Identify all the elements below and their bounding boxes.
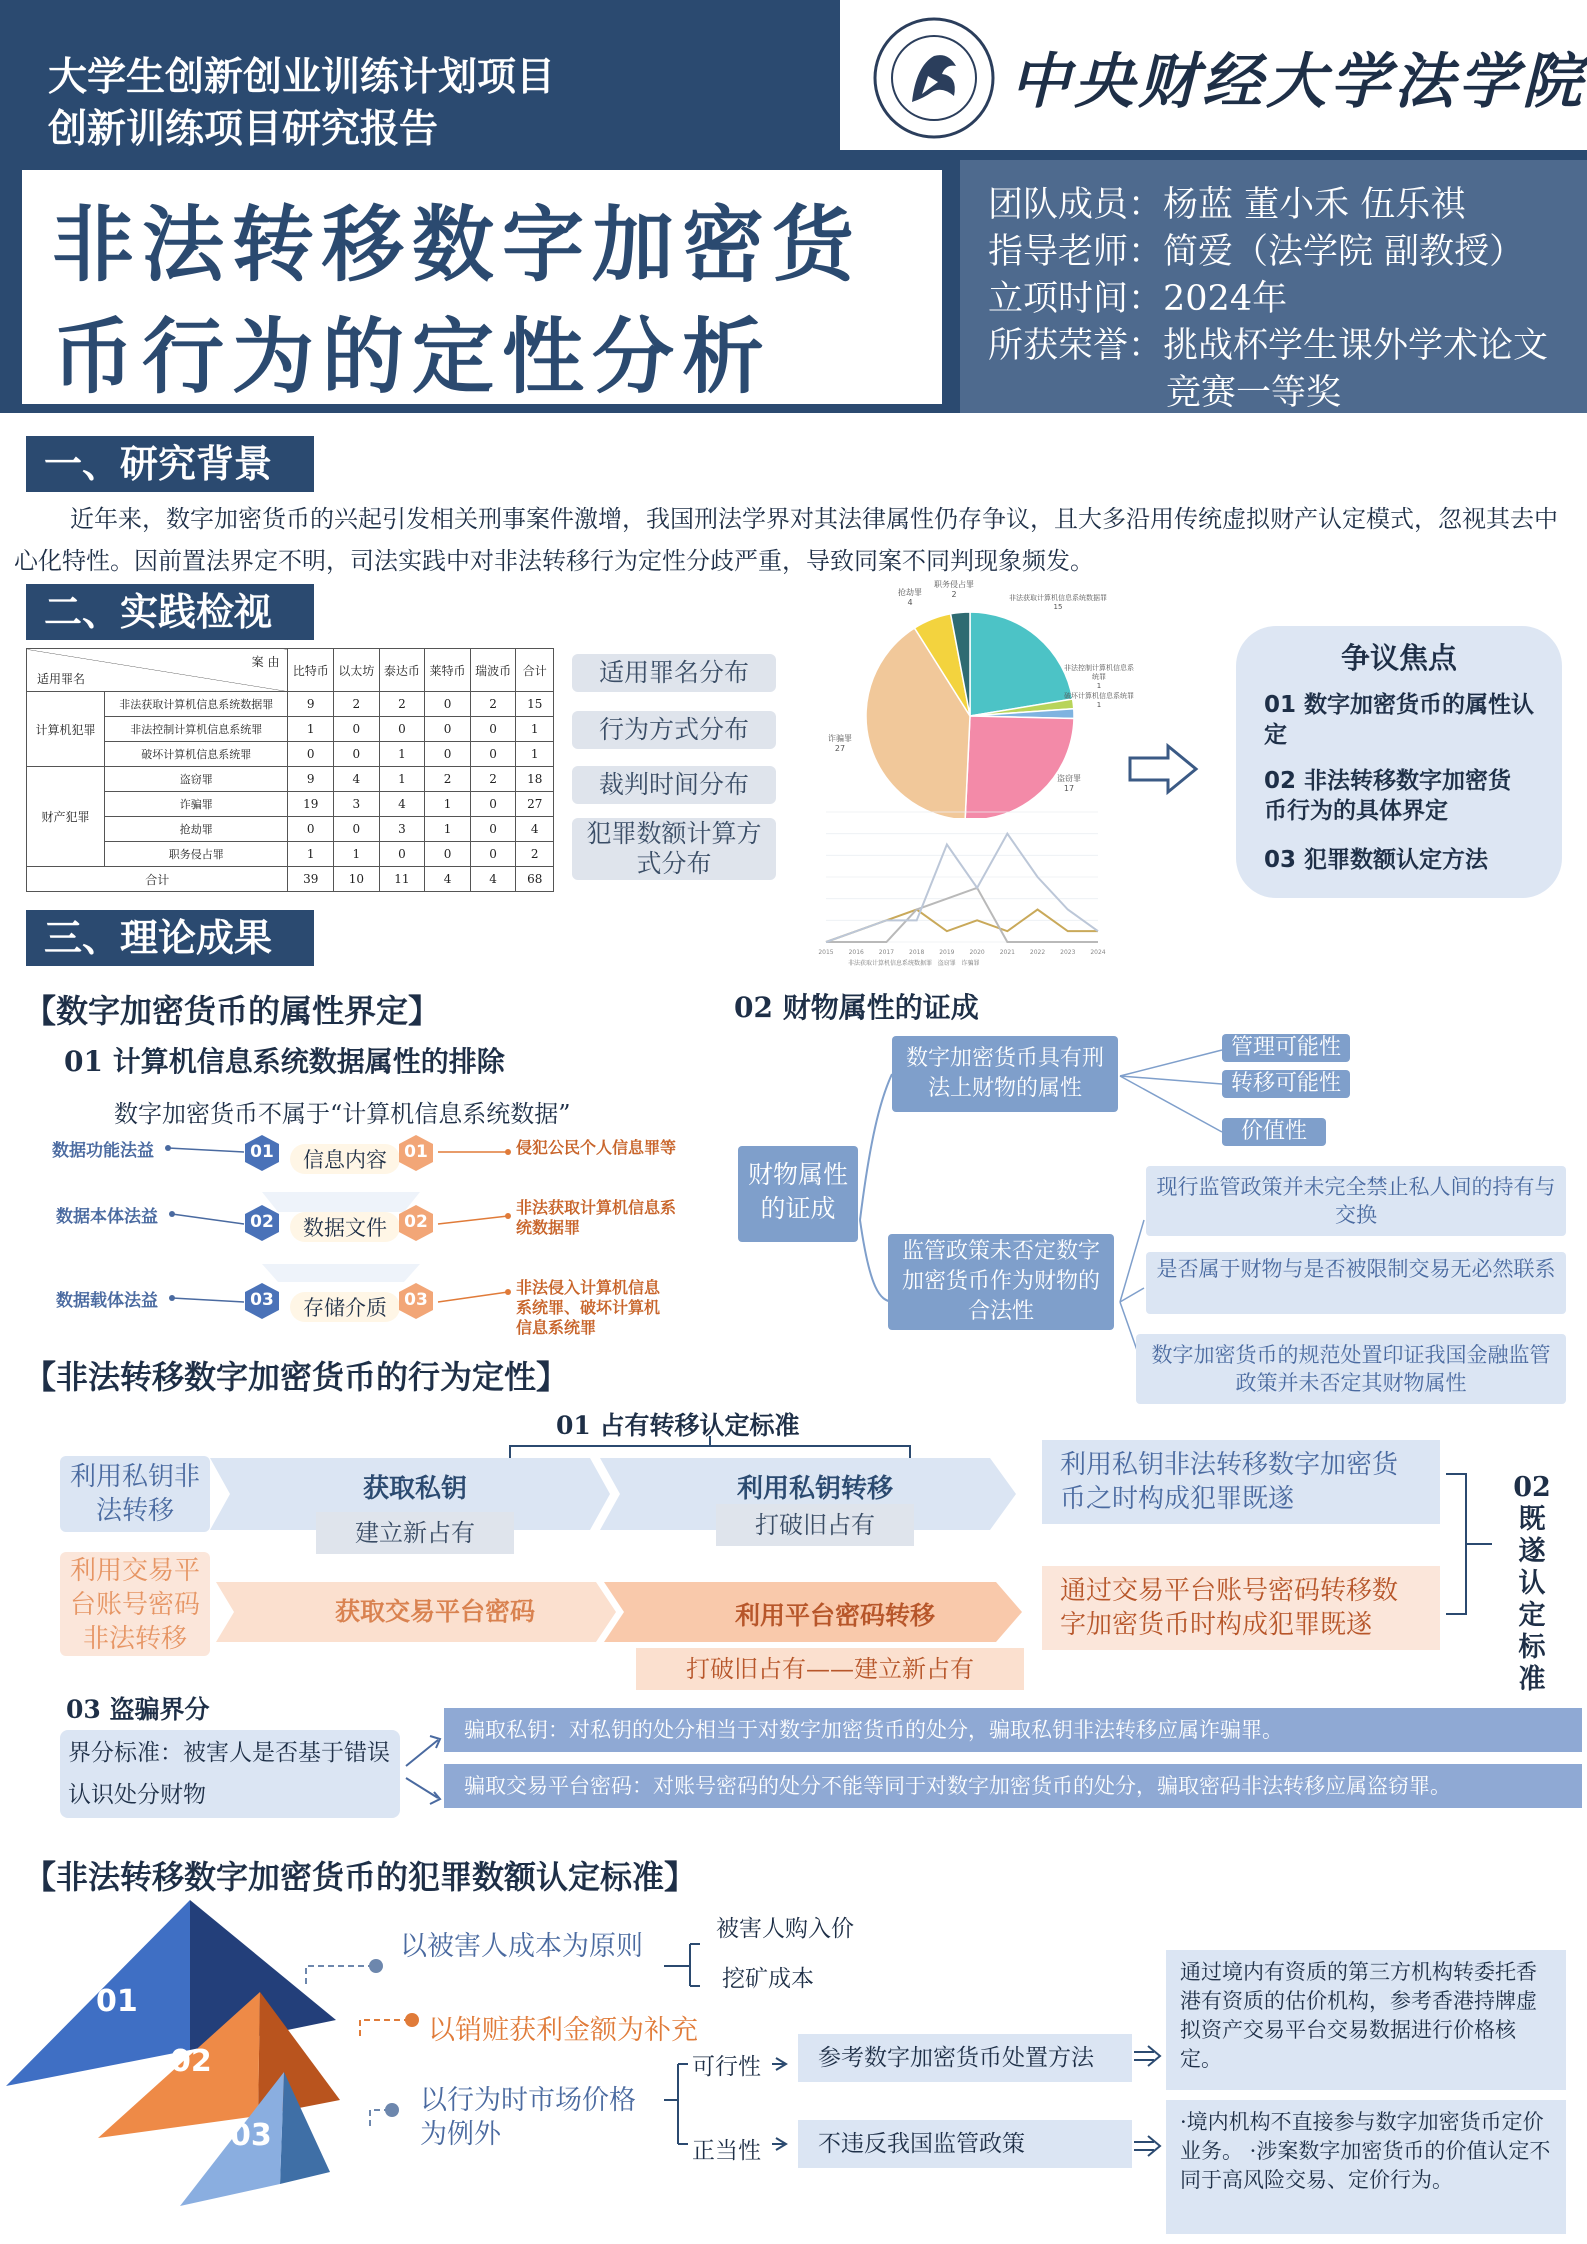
series-line <box>826 910 1098 943</box>
pie-label-robbery: 抢劫罪 4 <box>898 588 922 607</box>
mindmap-leaf-policy-2: 是否属于财物与是否被限制交易无必然联系 <box>1146 1252 1566 1314</box>
attr-num-blue-3: 03 <box>250 1290 274 1310</box>
section1-body: 近年来，数字加密货币的兴起引发相关刑事案件激增，我国刑法学界对其法律属性仍存争议，且大多沿用传统虚拟财产认定模式，忽视其去中心化特性。因前置法界定不明，司法实践中对非法转移行为定性分歧严重，导致同案不同判现象频发。 <box>14 505 1558 575</box>
pyramid-num-03: 03 <box>230 2118 272 2153</box>
x-tick-label: 2023 <box>1060 949 1076 956</box>
attr-center-2: 数据文件 <box>290 1212 400 1242</box>
attr-num-orange-2: 02 <box>404 1212 428 1232</box>
series-line <box>826 888 1098 942</box>
amount-p1: 以被害人成本为原则 <box>400 1931 643 1962</box>
attr-num-orange-1: 01 <box>404 1142 428 1162</box>
row1-label: 利用私钥非法转移 <box>60 1456 210 1532</box>
mindmap-branch-1: 数字加密货币具有刑法上财物的属性 <box>892 1036 1118 1112</box>
tag-amount-distribution: 犯罪数额计算方式分布 <box>572 818 776 880</box>
dispute-title: 争议焦点 <box>1340 641 1457 675</box>
row2-sub: 打破旧占有——建立新占有 <box>636 1648 1024 1690</box>
mindmap-branch-2: 监管政策未否定数字加密货币作为财物的合法性 <box>888 1234 1114 1330</box>
col-btc: 比特币 <box>288 649 334 692</box>
row1-sub2: 打破旧占有 <box>716 1504 914 1546</box>
attr-num-orange-3: 03 <box>404 1290 428 1310</box>
x-tick-label: 2016 <box>848 949 864 956</box>
col-usdt: 泰达币 <box>379 649 425 692</box>
row1-sub1: 建立新占有 <box>316 1512 514 1554</box>
mindmap-leaf-policy-1: 现行监管政策并未完全禁止私人间的持有与交换 <box>1146 1166 1566 1236</box>
info-honor: 所获荣誉：挑战杯学生课外学术论文 <box>988 326 1549 366</box>
attr-caption: 数字加密货币不属于“计算机信息系统数据” <box>114 1100 571 1128</box>
attr-row-2-right: 非法获取计算机信息系统数据罪 <box>516 1198 677 1237</box>
attr-row-1-right: 侵犯公民个人信息罪等 <box>516 1138 677 1157</box>
legend-item: 盗窃罪 <box>937 960 956 967</box>
col-eth: 以太坊 <box>334 649 380 692</box>
mindmap-leaf-policy-3: 数字加密货币的规范处置印证我国金融监管政策并未否定其财物属性 <box>1136 1334 1566 1404</box>
table-row: 非法控制计算机信息系统罪 1 0 0 0 0 1 <box>27 717 554 742</box>
row1-step1: 获取私钥 <box>362 1474 467 1504</box>
mindmap-leaf-manage: 管理可能性 <box>1222 1034 1350 1062</box>
note-1: 通过境内有资质的第三方机构转委托香港有资质的估价机构，参考香港持牌虚拟资产交易平台交易数据进行价格核定。 <box>1166 1950 1566 2090</box>
col-total: 合计 <box>516 649 554 692</box>
university-seal-icon <box>872 16 996 140</box>
amount-p3: 以行为时市场价格为例外 <box>420 2085 636 2150</box>
table-corner: 案 由 适用罪名 <box>27 649 288 692</box>
fraud-2: 骗取交易平台密码：对账号密码的处分不能等同于对数字加密货币的处分，骗取密码非法转移应属盗窃罪。 <box>444 1764 1582 1808</box>
tag-behavior-distribution: 行为方式分布 <box>572 711 776 749</box>
x-tick-label: 2019 <box>939 949 955 956</box>
attr-row-1-left: 数据功能法益 <box>52 1141 154 1161</box>
col-ltc: 莱特币 <box>425 649 471 692</box>
x-tick-label: 2015 <box>818 949 834 956</box>
attr-num-blue-2: 02 <box>250 1212 274 1232</box>
justness-box: 不违反我国监管政策 <box>798 2120 1132 2168</box>
x-tick-label: 2021 <box>999 949 1015 956</box>
distinct-standard: 界分标准：被害人是否基于错误认识处分财物 <box>60 1730 400 1818</box>
table-row: 抢劫罪 0 0 3 1 0 4 <box>27 817 554 842</box>
act-std01: 01 占有转移认定标准 <box>556 1411 800 1440</box>
pie-label-embezzle: 职务侵占罪 2 <box>934 580 974 599</box>
info-advisor: 指导老师：简爱（法学院 副教授） <box>988 232 1525 272</box>
act-std03: 03 盗骗界分 <box>66 1695 210 1724</box>
attr-title: 【数字加密货币的属性界定】 <box>24 992 441 1030</box>
mindmap-root: 财物属性的证成 <box>738 1146 858 1242</box>
pie-label-destroy: 破坏计算机信息系统罪 1 <box>1064 692 1134 709</box>
info-members: 团队成员：杨蓝 董小禾 伍乐祺 <box>988 185 1466 225</box>
attr-row-3-left: 数据载体法益 <box>56 1291 158 1311</box>
section2-title: 二、实践检视 <box>26 584 314 640</box>
amount-p1-item1: 被害人购入价 <box>716 1916 854 1942</box>
program-line2: 创新训练项目研究报告 <box>48 106 439 152</box>
col-xrp: 瑞波币 <box>470 649 516 692</box>
feasibility-label: 可行性 <box>692 2054 761 2080</box>
table-row: 诈骗罪 19 3 4 1 0 27 <box>27 792 554 817</box>
dispute-item-2: 02 非法转移数字加密货币行为的具体界定 <box>1264 768 1512 824</box>
legend-item: 非法获取计算机信息系统数据罪 <box>848 960 933 967</box>
dispute-item-3: 03 犯罪数额认定方法 <box>1264 847 1489 873</box>
row2-step1: 获取交易平台密码 <box>334 1597 535 1626</box>
feasibility-box: 参考数字加密货币处置方法 <box>798 2034 1132 2082</box>
info-block <box>988 182 1548 417</box>
section1-title: 一、研究背景 <box>26 436 314 492</box>
line-legend <box>848 958 980 967</box>
attr-center-3: 存储介质 <box>290 1292 400 1322</box>
row2-label: 利用交易平台账号密码非法转移 <box>60 1552 210 1656</box>
pie-label-fraud: 诈骗罪 27 <box>828 734 852 753</box>
section3-title: 三、理论成果 <box>26 910 314 966</box>
attr-num-blue-1: 01 <box>250 1142 274 1162</box>
dispute-item-1: 01 数字加密货币的属性认定 <box>1264 692 1535 748</box>
right-arrow-icon <box>1128 742 1200 796</box>
x-tick-label: 2018 <box>909 949 925 956</box>
pie-label-data: 非法获取计算机信息系统数据罪 15 <box>1009 594 1107 611</box>
attr-sub02: 02 财物属性的证成 <box>734 991 979 1024</box>
pie-label-control: 非法控制计算机信息系统罪 1 <box>1064 664 1134 690</box>
attr-center-1: 信息内容 <box>290 1144 400 1174</box>
act-title: 【非法转移数字加密货币的行为定性】 <box>24 1358 569 1396</box>
amount-title: 【非法转移数字加密货币的犯罪数额认定标准】 <box>24 1858 697 1896</box>
tag-time-distribution: 裁判时间分布 <box>572 766 776 804</box>
justness-label: 正当性 <box>692 2138 761 2164</box>
amount-p1-item2: 挖矿成本 <box>722 1966 814 1992</box>
legend-item: 诈骗罪 <box>961 960 980 967</box>
x-tick-label: 2020 <box>969 949 985 956</box>
attr-row-3-right: 非法侵入计算机信息系统罪、破坏计算机信息系统罪 <box>516 1278 661 1337</box>
note-2: ·境内机构不直接参与数字加密货币定价业务。 ·涉案数字加密货币的价值认定不同于高风险交易、定价行为。 <box>1166 2100 1566 2234</box>
amount-p2: 以销赃获利金额为补充 <box>428 2015 698 2046</box>
attr-sub01: 01 计算机信息系统数据属性的排除 <box>64 1045 505 1078</box>
program-line1: 大学生创新创业训练计划项目 <box>48 54 556 100</box>
title-line2: 币行为的定性分析 <box>52 309 773 405</box>
pie-slice <box>970 612 1073 716</box>
tag-crime-distribution: 适用罪名分布 <box>572 654 776 692</box>
row2-step2: 利用平台密码转移 <box>734 1601 935 1630</box>
info-honor-2: 竞赛一等奖 <box>1166 373 1342 413</box>
table-row: 破坏计算机信息系统罪 0 0 1 0 0 1 <box>27 742 554 767</box>
act-std02: 02 既遂认定标准 <box>1513 1472 1551 1695</box>
pyramid-num-01: 01 <box>96 1984 138 2019</box>
pie-chart <box>820 580 1140 818</box>
line-chart <box>808 804 1108 968</box>
pie-label-theft: 盗窃罪 17 <box>1057 774 1081 793</box>
mindmap-leaf-transfer: 转移可能性 <box>1222 1070 1350 1098</box>
table-row: 计算机犯罪 非法获取计算机信息系统数据罪 9 2 2 0 2 15 <box>27 692 554 717</box>
row1-step2: 利用私钥转移 <box>736 1474 893 1504</box>
row2-result: 通过交易平台账号密码转移数字加密货币时构成犯罪既遂 <box>1042 1566 1440 1650</box>
mindmap-leaf-value: 价值性 <box>1222 1118 1326 1146</box>
fraud-1: 骗取私钥：对私钥的处分相当于对数字加密货币的处分，骗取私钥非法转移应属诈骗罪。 <box>444 1708 1582 1752</box>
std02-bracket <box>1446 1470 1506 1630</box>
table-row: 财产犯罪 盗窃罪 9 4 1 2 2 18 <box>27 767 554 792</box>
table-row: 职务侵占罪 1 1 0 0 0 2 <box>27 842 554 867</box>
school-name: 中央财经大学法学院 <box>1010 47 1586 117</box>
x-tick-label: 2017 <box>878 949 895 956</box>
title-line1: 非法转移数字加密货 <box>52 197 863 293</box>
attr-row-2-left: 数据本体法益 <box>56 1207 158 1227</box>
row1-result: 利用私钥非法转移数字加密货币之时构成犯罪既遂 <box>1042 1440 1440 1524</box>
x-tick-label: 2024 <box>1090 949 1106 956</box>
pyramid-num-02: 02 <box>170 2044 212 2079</box>
table-total-row: 合计 39 10 11 4 4 68 <box>27 867 554 892</box>
x-tick-label: 2022 <box>1029 949 1046 956</box>
line-chart-svg <box>808 804 1108 968</box>
pie-slice <box>965 716 1074 818</box>
case-table <box>26 648 554 892</box>
info-date: 立项时间：2024年 <box>988 279 1288 319</box>
